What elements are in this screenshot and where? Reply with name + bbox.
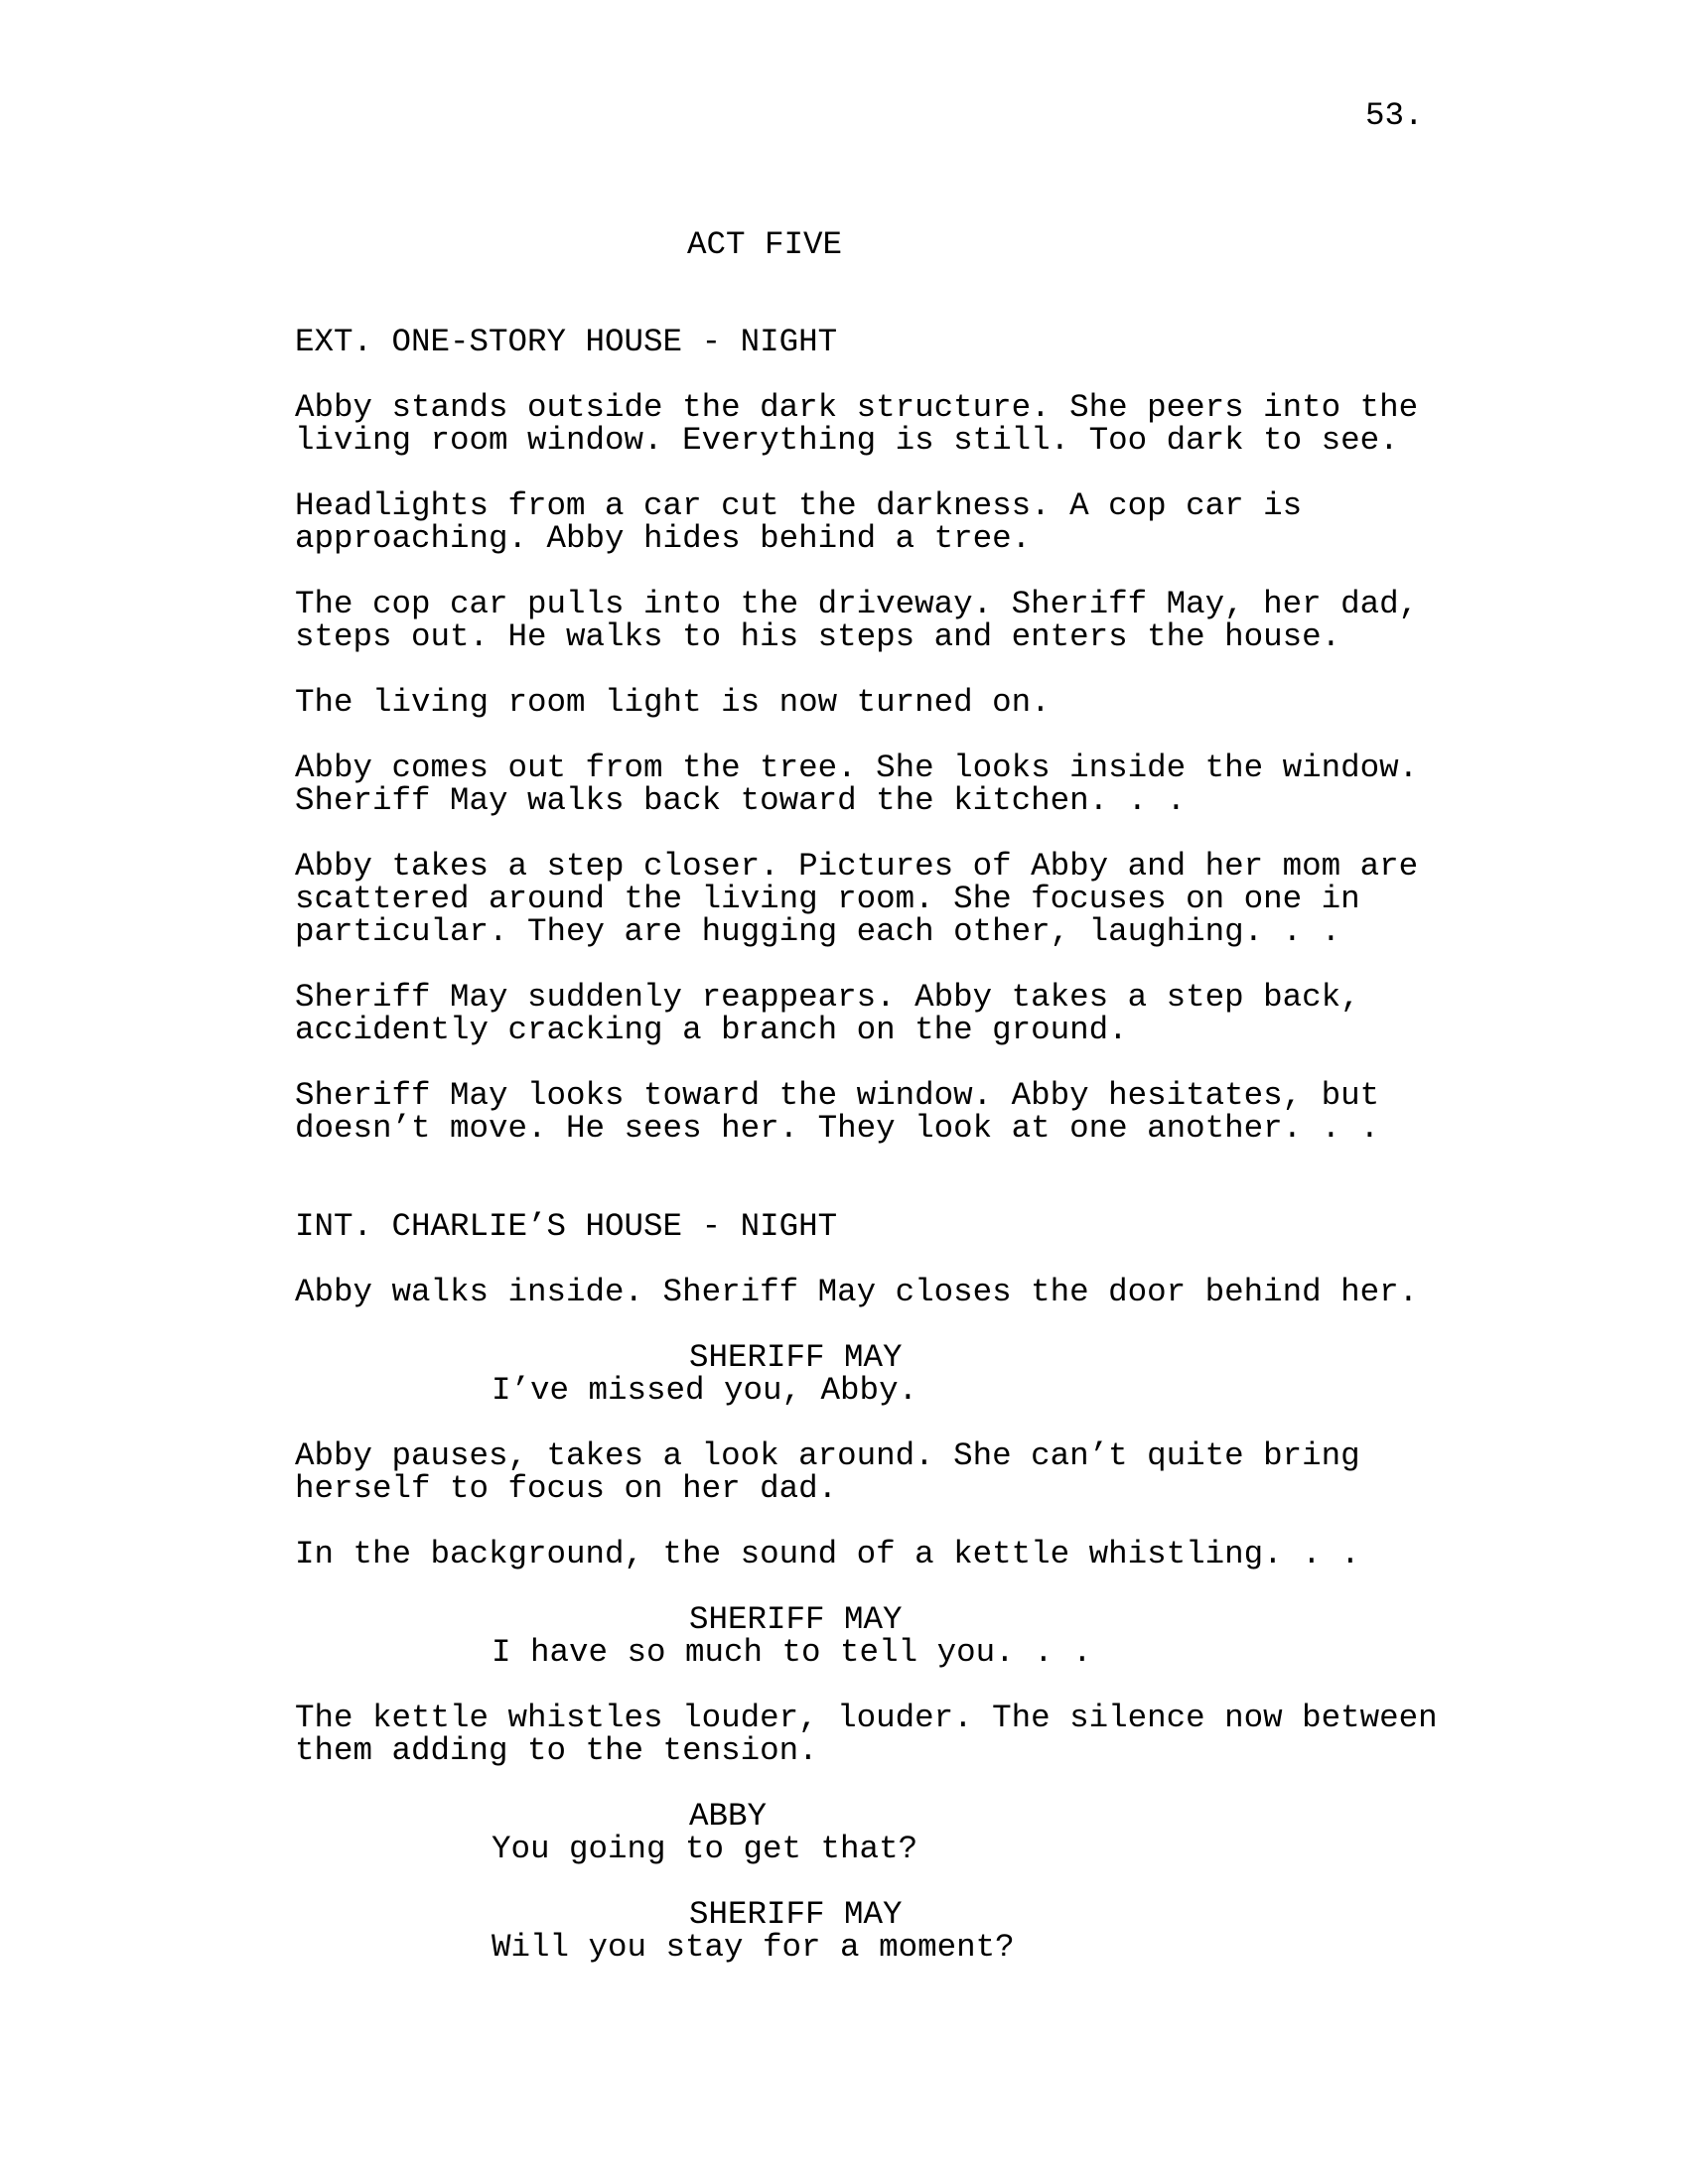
action-line: herself to focus on her dad. bbox=[295, 1470, 838, 1507]
action-line: Abby pauses, takes a look around. She can’t quite bring bbox=[295, 1437, 1360, 1474]
action-line: Abby takes a step closer. Pictures of Abby and her mom are bbox=[295, 848, 1419, 885]
action-line: Sheriff May looks toward the window. Abby hesitates, but bbox=[295, 1077, 1380, 1114]
action-line: scattered around the living room. She focuses on one in bbox=[295, 881, 1360, 917]
action-line: living room window. Everything is still. Too dark to see. bbox=[295, 422, 1399, 459]
act-heading: ACT FIVE bbox=[687, 226, 843, 263]
action-line: The cop car pulls into the driveway. Sheriff May, her dad, bbox=[295, 586, 1419, 622]
action-line: Abby walks inside. Sheriff May closes the door behind her. bbox=[295, 1274, 1419, 1310]
action-line: accidently cracking a branch on the ground. bbox=[295, 1012, 1128, 1048]
character-name: SHERIFF MAY bbox=[689, 1339, 903, 1376]
dialogue-line: I have so much to tell you. . . bbox=[492, 1634, 1092, 1671]
page-number: 53. bbox=[1365, 97, 1424, 134]
scene-heading: INT. CHARLIE’S HOUSE - NIGHT bbox=[295, 1208, 838, 1245]
action-line: Abby comes out from the tree. She looks inside the window. bbox=[295, 750, 1419, 786]
action-line: steps out. He walks to his steps and enters the house. bbox=[295, 618, 1341, 655]
dialogue-line: You going to get that? bbox=[492, 1831, 918, 1867]
action-line: approaching. Abby hides behind a tree. bbox=[295, 520, 1032, 557]
action-line: Sheriff May walks back toward the kitchen. . . bbox=[295, 782, 1187, 819]
character-name: SHERIFF MAY bbox=[689, 1601, 903, 1638]
action-line: Headlights from a car cut the darkness. A cop car is bbox=[295, 487, 1303, 524]
character-name: SHERIFF MAY bbox=[689, 1896, 903, 1933]
dialogue-line: Will you stay for a moment? bbox=[492, 1929, 1015, 1966]
action-line: In the background, the sound of a kettle whistling. . . bbox=[295, 1536, 1360, 1572]
action-line: doesn’t move. He sees her. They look at one another. . . bbox=[295, 1110, 1380, 1147]
character-name: ABBY bbox=[689, 1798, 768, 1835]
action-line: particular. They are hugging each other, laughing. . . bbox=[295, 913, 1341, 950]
dialogue-line: I’ve missed you, Abby. bbox=[492, 1372, 918, 1409]
action-line: The living room light is now turned on. bbox=[295, 684, 1051, 721]
action-line: Abby stands outside the dark structure. She peers into the bbox=[295, 389, 1419, 426]
scene-heading: EXT. ONE-STORY HOUSE - NIGHT bbox=[295, 324, 838, 360]
action-line: them adding to the tension. bbox=[295, 1732, 818, 1769]
action-line: Sheriff May suddenly reappears. Abby takes a step back, bbox=[295, 979, 1360, 1016]
action-line: The kettle whistles louder, louder. The silence now between bbox=[295, 1700, 1438, 1736]
